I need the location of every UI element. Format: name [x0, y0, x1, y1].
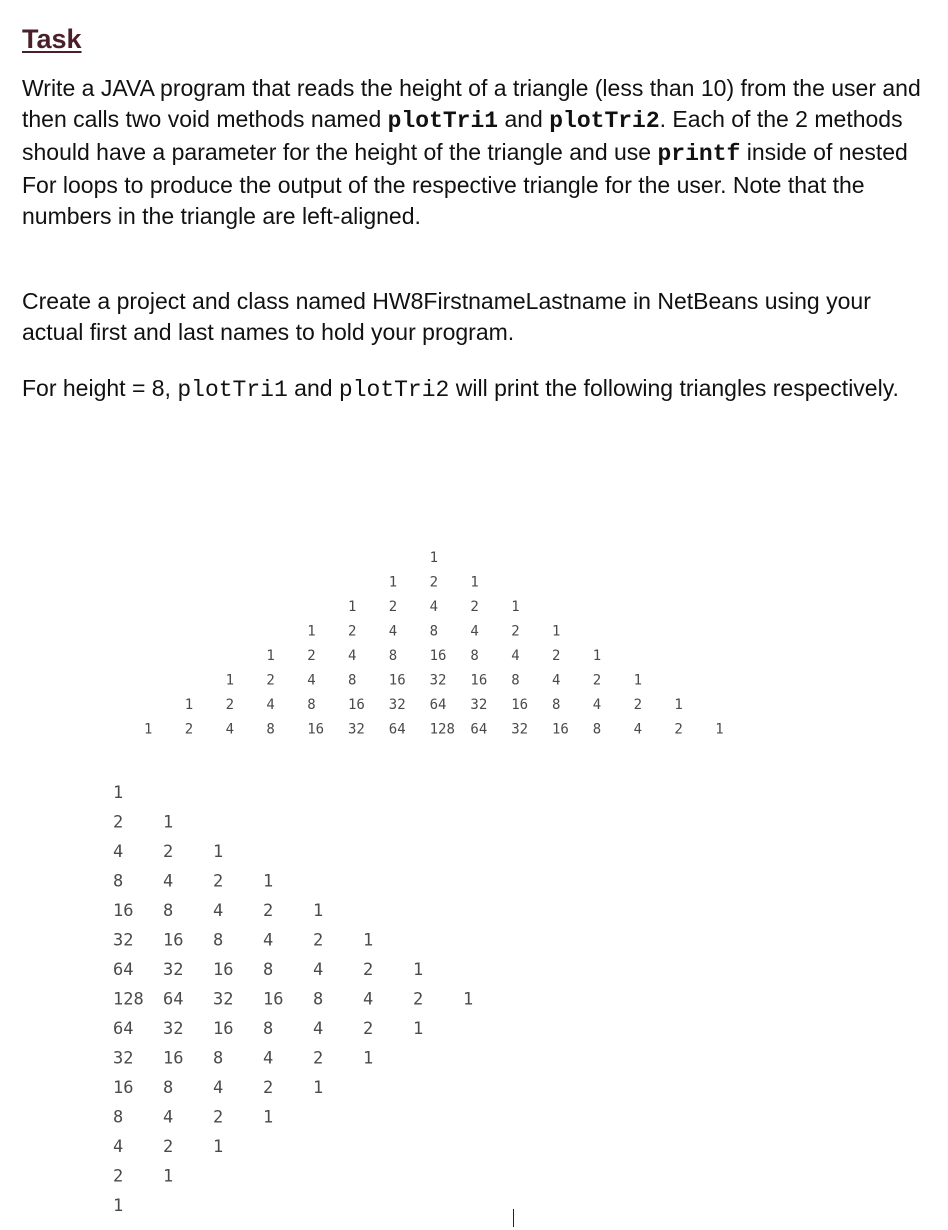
tri2-number: 1	[363, 1048, 374, 1069]
tri2-number: 1	[163, 812, 174, 833]
tri1-number: 4	[266, 697, 275, 713]
tri1-number: 4	[307, 672, 316, 689]
example-text-1: For height = 8,	[22, 375, 178, 401]
tri1-number: 2	[184, 721, 194, 738]
tri2-number: 2	[163, 1137, 174, 1157]
tri1-number: 1	[307, 623, 316, 640]
example-method-plottri1: plotTri1	[177, 377, 288, 403]
tri1-number: 2	[552, 648, 561, 664]
tri1-number: 16	[388, 672, 406, 689]
tri2-number: 8	[113, 871, 124, 892]
tri2-number: 1	[163, 1166, 174, 1187]
tri2-number: 4	[163, 1107, 174, 1128]
tri1-number: 128	[429, 721, 455, 738]
tri2-number: 1	[413, 960, 424, 980]
tri1-number: 1	[552, 623, 561, 640]
tri2-number: 1	[413, 1019, 424, 1039]
tri2-number: 4	[113, 1137, 124, 1157]
tri1-number: 32	[429, 672, 447, 689]
tri1-number: 1	[348, 599, 357, 615]
page-heading: Task	[22, 24, 82, 54]
tri1-number: 32	[348, 721, 365, 738]
tri1-number: 32	[470, 697, 488, 713]
tri1-number: 1	[633, 672, 643, 689]
tri2-number: 1	[363, 930, 374, 951]
tri1-number: 1	[470, 574, 479, 591]
method-name-plottri2: plotTri2	[549, 108, 660, 134]
tri2-number: 8	[263, 1019, 274, 1039]
project-paragraph: Create a project and class named HW8FirstnameLastname in NetBeans using your actual first and last names to hold your program.	[22, 288, 871, 345]
tri1-number: 1	[184, 697, 194, 713]
tri2-number: 8	[163, 901, 174, 921]
tri2-number: 2	[413, 989, 424, 1010]
tri1-number: 4	[552, 672, 561, 689]
tri1-number: 2	[388, 599, 398, 615]
tri2-number: 4	[213, 901, 224, 921]
tri1-number: 8	[429, 623, 439, 640]
tri1-number: 2	[674, 721, 683, 738]
task-text-2: . Each of the 2 methods should have a parameter for the height of the triangle and use	[22, 106, 903, 165]
tri2-number: 8	[313, 989, 324, 1010]
tri2-number: 16	[113, 1078, 134, 1098]
tri1-number: 8	[511, 672, 520, 689]
task-text-3: inside of nested For loops to produce the output of the respective triangle for the user. Note that the numbers in the triangle are left-aligned.	[22, 139, 908, 229]
tri1-number: 4	[388, 623, 398, 640]
tri1-number: 8	[348, 672, 357, 689]
tri1-number: 32	[511, 721, 529, 738]
tri2-number: 128	[113, 989, 144, 1010]
tri2-number: 32	[163, 1019, 184, 1039]
tri1-number: 4	[225, 721, 235, 738]
tri2-number: 16	[163, 1048, 184, 1069]
tri1-number: 32	[388, 697, 406, 713]
tri2-number: 1	[213, 1137, 224, 1157]
tri1-number: 8	[470, 648, 479, 664]
tri1-number: 2	[511, 623, 520, 640]
tri2-number: 2	[363, 960, 374, 980]
tri1-number: 16	[429, 648, 447, 664]
printf-keyword: printf	[657, 141, 741, 167]
tri2-number: 1	[263, 1107, 274, 1128]
tri2-number: 8	[263, 960, 274, 980]
tri1-number: 8	[266, 721, 275, 738]
tri2-number: 16	[213, 1019, 234, 1039]
tri1-number: 4	[429, 599, 439, 615]
tri2-number: 64	[163, 989, 184, 1010]
tri2-number: 4	[313, 1019, 324, 1039]
tri1-number: 2	[429, 574, 439, 591]
tri2-number: 32	[113, 1048, 134, 1069]
tri2-number: 64	[113, 1019, 134, 1039]
tri2-number: 2	[213, 1107, 224, 1128]
tri1-number: 64	[388, 721, 406, 738]
tri2-number: 1	[313, 901, 324, 921]
method-name-plottri1: plotTri1	[387, 108, 499, 134]
tri2-number: 2	[363, 1019, 374, 1039]
text-cursor	[513, 1209, 514, 1227]
tri2-number: 2	[263, 1078, 274, 1098]
tri1-number: 2	[592, 672, 602, 689]
tri1-number: 1	[429, 550, 439, 566]
tri1-number: 4	[470, 623, 479, 640]
tri2-number: 32	[213, 989, 234, 1010]
tri1-number: 2	[470, 599, 479, 615]
tri1-number: 64	[470, 721, 488, 738]
example-text-and: and	[287, 375, 339, 401]
tri1-number: 1	[674, 697, 683, 713]
tri2-number: 16	[163, 930, 184, 951]
tri1-number: 1	[225, 672, 235, 689]
tri2-number: 2	[113, 812, 124, 833]
tri1-number: 2	[266, 672, 275, 689]
tri2-number: 16	[213, 960, 234, 980]
tri1-number: 16	[552, 721, 569, 738]
tri2-number: 2	[163, 842, 174, 862]
tri2-number: 16	[113, 901, 134, 921]
tri2-number: 4	[263, 930, 274, 951]
example-method-plottri2: plotTri2	[338, 377, 450, 403]
tri2-number: 1	[463, 989, 474, 1010]
tri2-number: 8	[113, 1107, 124, 1128]
tri2-number: 16	[263, 989, 284, 1010]
tri1-number: 2	[225, 697, 235, 713]
tri2-number: 2	[313, 930, 324, 951]
tri1-number: 8	[552, 697, 561, 713]
tri1-number: 1	[266, 648, 275, 664]
tri1-number: 1	[511, 599, 520, 615]
tri2-number: 32	[163, 960, 184, 980]
tri2-number: 2	[313, 1048, 324, 1069]
tri1-number: 4	[511, 648, 520, 664]
tri2-number: 1	[213, 842, 224, 862]
tri2-number: 4	[363, 989, 374, 1010]
tri2-number: 2	[113, 1166, 124, 1187]
task-text-and: and	[498, 106, 550, 132]
tri2-number: 32	[113, 930, 134, 951]
tri1-number: 4	[592, 697, 602, 713]
tri1-number: 2	[633, 697, 643, 713]
tri2-number: 2	[263, 901, 274, 921]
tri1-number: 2	[307, 648, 316, 664]
tri1-number: 16	[307, 721, 325, 738]
task-text-1: Write a JAVA program that reads the height of a triangle (less than 10) from the user and then calls two void methods named	[22, 75, 921, 132]
tri2-number: 4	[263, 1048, 274, 1069]
tri2-number: 8	[213, 1048, 224, 1069]
tri1-number: 8	[592, 721, 602, 738]
tri1-number: 8	[307, 697, 316, 713]
tri2-number: 1	[313, 1078, 324, 1098]
tri2-number: 64	[113, 960, 134, 980]
tri1-number: 1	[715, 721, 724, 738]
tri2-number: 8	[163, 1078, 174, 1098]
tri1-number: 4	[348, 648, 357, 664]
tri1-number: 16	[470, 672, 488, 689]
tri1-number: 4	[633, 721, 643, 738]
tri2-number: 4	[113, 842, 124, 862]
tri1-number: 16	[511, 697, 529, 713]
tri1-number: 8	[388, 648, 398, 664]
tri2-number: 4	[313, 960, 324, 980]
tri2-number: 8	[213, 930, 224, 951]
tri2-number: 2	[213, 871, 224, 892]
example-text-2: will print the following triangles respectively.	[449, 375, 899, 401]
tri1-number: 1	[388, 574, 398, 591]
tri2-number: 1	[113, 783, 124, 803]
tri1-number: 1	[592, 648, 602, 664]
tri2-number: 1	[263, 871, 274, 892]
tri1-number: 64	[429, 697, 447, 713]
tri1-number: 1	[144, 721, 153, 738]
tri1-number: 2	[348, 623, 357, 640]
tri2-number: 4	[163, 871, 174, 892]
tri1-number: 16	[348, 697, 365, 713]
tri2-number: 4	[213, 1078, 224, 1098]
tri2-number: 1	[113, 1196, 124, 1216]
